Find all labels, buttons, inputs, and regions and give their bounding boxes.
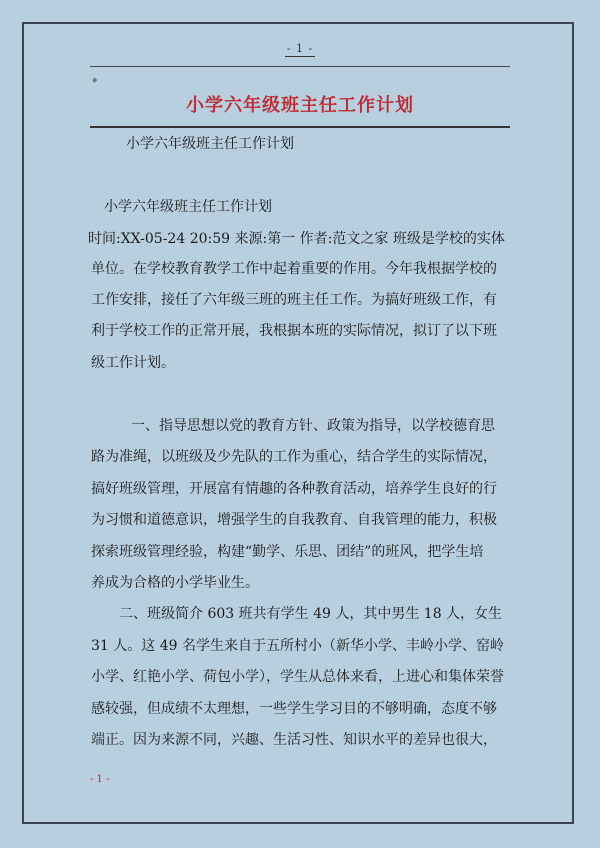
body-line: 单位。在学校教育教学工作中起着重要的作用。今年我根据学校的 [91,261,497,277]
body-line: 小学六年级班主任工作计划 [104,199,272,215]
body-line: 探索班级管理经验，构建“勤学、乐思、团结”的班风，把学生培 [91,544,484,560]
body-line: 31 人。这 49 名学生来自于五所村小（新华小学、丰岭小学、窑岭 [91,638,504,654]
body-line: 路为准绳，以班级及少先队的工作为重心，结合学生的实际情况， [91,449,497,465]
corner-mark-icon: ◆ [92,76,98,84]
body-line: 养成为合格的小学毕业生。 [91,575,259,591]
body-line: 感较强，但成绩不太理想，一些学生学习目的不够明确，态度不够 [91,701,497,717]
document-title: 小学六年级班主任工作计划 [186,95,414,116]
footer-page-number: - 1 - [90,774,110,785]
body-line: 为习惯和道德意识，增强学生的自我教育、自我管理的能力，积极 [91,512,497,528]
body-line: 级工作计划。 [91,355,175,371]
body-line: 时间:XX-05-24 20:59 来源:第一 作者:范文之家 班级是学校的实体 [88,231,505,247]
header-divider [90,66,510,67]
subtitle-line: 小学六年级班主任工作计划 [126,136,294,152]
body-line: 利于学校工作的正常开展，我根据本班的实际情况，拟订了以下班 [91,323,497,339]
body-line: 小学、红艳小学、荷包小学），学生从总体来看，上进心和集体荣誉 [91,669,504,685]
body-line: 搞好班级管理，开展富有情趣的各种教育活动，培养学生良好的行 [91,481,497,497]
body-line: 端正。因为来源不同，兴趣、生活习性、知识水平的差异也很大， [91,732,497,748]
body-line: 一、指导思想以党的教育方针、政策为指导，以学校德育思 [131,418,495,434]
header-page-number-text: - 1 - [286,42,314,55]
header-page-number [0,42,600,57]
body-line: 工作安排，接任了六年级三班的班主任工作。为搞好班级工作，有 [91,292,497,308]
body-line: 二、班级简介 603 班共有学生 49 人，其中男生 18 人，女生 [119,606,503,622]
title-divider [90,126,510,128]
